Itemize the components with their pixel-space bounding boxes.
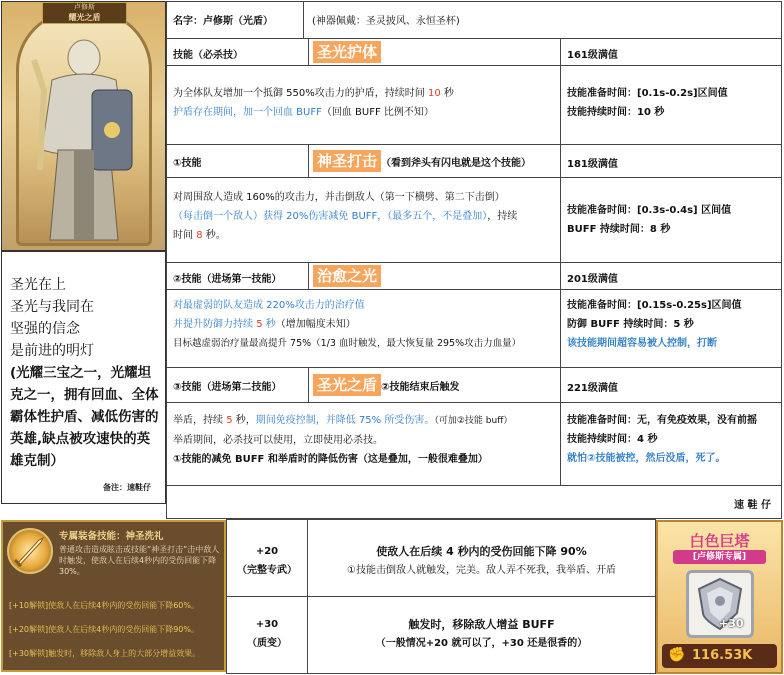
skill2-label: ①技能 — [173, 158, 202, 169]
skill2-note: （看到斧头有闪电就是这个技能） — [381, 158, 532, 169]
equip-row2-level-value: +30 — [255, 619, 279, 630]
skill3-level: 201级满值 — [567, 274, 618, 285]
artifact-text: (神器佩戴：圣灵披风、永恒圣杯) — [312, 16, 460, 27]
skill1-level: 161级满值 — [567, 50, 618, 61]
sword-icon — [9, 530, 51, 572]
equip-row2-main: 触发时，移除敌人增益 BUFF — [408, 618, 555, 631]
skill4-stats-cell — [560, 402, 782, 486]
skill1-stats-cell — [560, 65, 782, 145]
skill3-tag-cell — [308, 262, 561, 290]
skill2-tag: 神圣打击 — [313, 150, 381, 172]
hero-portrait — [1, 1, 166, 251]
skill2-line2-tail: ，持续 — [487, 211, 518, 222]
name-plate — [42, 2, 127, 24]
skill4-line1-effect: 期间免疫控制，并降低 75% 所受伤害。 — [255, 415, 435, 426]
skill3-line3: 目标越虚弱治疗量最高提升 75%（1/3 血时触发，最大恢复量 295%攻击力血量） — [173, 338, 522, 349]
skill4-line3: ①技能的减免 BUFF 和举盾时的降低伤害（这是叠加，一般很难叠加） — [173, 454, 488, 465]
equip-icon — [7, 528, 53, 574]
skill4-unit: 秒， — [235, 415, 256, 426]
equip-row1-level-sub: （完整专武） — [237, 565, 297, 576]
equip-row2-level-sub: （质变） — [247, 638, 287, 649]
skill3-stat2: 防御 BUFF 持续时间：5 秒 — [567, 319, 694, 330]
skill1-label-cell — [166, 38, 309, 66]
portrait-name-small: 卢修斯 — [74, 3, 95, 11]
skill4-line1: 举盾，持续 — [173, 415, 223, 426]
skill2-unit: 秒。 — [205, 230, 226, 241]
skill4-level-cell — [560, 367, 782, 403]
skill1-tag: 圣光护体 — [313, 41, 381, 63]
skill1-line2-note: （回血 BUFF 比例不知） — [321, 107, 434, 118]
skill3-duration: 5 — [256, 319, 263, 330]
quote-line-3: 坚强的信念 — [10, 321, 80, 337]
equip-row1-note: ①技能击倒敌人就触发，完美。敌人弄不死我，我举盾、开盾 — [347, 565, 616, 576]
skill1-stat1: 技能准备时间：[0.1s-0.2s]区间值 — [567, 88, 728, 99]
skill1-stat2: 技能持续时间：10 秒 — [567, 107, 665, 118]
skill4-stat1: 技能准备时间：无，有免疫效果，没有前摇 — [567, 415, 757, 426]
skill4-label-cell — [166, 367, 309, 403]
skill1-unit: 秒 — [443, 88, 454, 99]
skill3-stats-cell — [560, 289, 782, 368]
skill4-duration: 5 — [226, 415, 233, 426]
hero-name: 名字：卢修斯（光盾） — [173, 16, 273, 27]
skill2-line2: （每击倒一个敌人）获得 20%伤害减免 BUFF，（最多五个，不是叠加） — [173, 211, 488, 222]
signature: 速 鞋 仔 — [734, 500, 771, 511]
skill2-desc-cell — [166, 177, 561, 263]
equip-desc: 普通攻击造成眩击或技能“神圣打击”击中敌人时触发，使敌人在后续4秒内的受伤回能下降30%。 — [59, 545, 220, 576]
item-card — [656, 520, 783, 674]
skill4-tag-cell — [308, 367, 561, 403]
item-frame — [686, 570, 754, 638]
header-artifact-cell — [303, 1, 782, 39]
skill3-desc-cell — [166, 289, 561, 368]
skill2-line1: 对周围敌人造成 160%的攻击力，并击倒敌人（第一下横劈、第二下击倒） — [173, 192, 505, 203]
skill3-label: ②技能（进场第一技能） — [173, 274, 282, 285]
skill2-tag-cell — [308, 144, 561, 178]
skill2-level-cell — [560, 144, 782, 178]
equip-unlock-1: [+10解锁]使敌人在后续4秒内的受伤回能下降60%。 — [9, 601, 199, 610]
equip-row2-note: （一般情况+20 就可以了，+30 还是很香的） — [375, 638, 588, 649]
signature-cell — [166, 485, 782, 519]
fist-icon: ✊ — [668, 647, 686, 663]
item-title: 白色巨塔 — [689, 532, 750, 550]
equip-row1-level — [226, 519, 308, 597]
skill4-label: ③技能（进场第二技能） — [173, 382, 282, 393]
item-badge: +30 — [719, 617, 744, 630]
skill3-stat1: 技能准备时间：[0.15s-0.25s]区间值 — [567, 300, 742, 311]
equip-title: 专属装备技能：神圣洗礼 — [59, 531, 164, 542]
equip-unlock-3: [+30解锁]触发时，移除敌人身上的大部分增益效果。 — [9, 649, 201, 658]
skill1-tag-cell — [308, 38, 561, 66]
skill1-line2: 护盾存在期间，加一个回血 BUFF — [173, 107, 322, 118]
equip-unlock-2: [+20解锁]使敌人在后续4秒内的受伤回能下降90%。 — [9, 625, 199, 634]
quote-line-4: 是前进的明灯 — [10, 343, 94, 359]
item-power-bar — [662, 644, 777, 668]
skill4-tag: 圣光之盾 — [313, 374, 381, 396]
skill3-label-cell — [166, 262, 309, 290]
equip-row2-level — [226, 596, 308, 674]
skill2-level: 181级满值 — [567, 159, 618, 170]
quote-line-1: 圣光在上 — [10, 277, 66, 293]
skill3-line1: 对最虚弱的队友造成 220%攻击力的治疗值 — [173, 300, 365, 311]
skill4-desc-cell — [166, 402, 561, 486]
item-power: 116.53K — [692, 648, 753, 663]
item-subtitle: [卢修斯专属] — [673, 550, 766, 564]
skill3-line2-note: （增加幅度未知） — [275, 319, 356, 330]
equip-row1-level-value: +20 — [255, 546, 279, 557]
skill4-stat2: 技能持续时间：4 秒 — [567, 434, 658, 445]
skill2-stat2: BUFF 持续时间：8 秒 — [567, 224, 671, 235]
equip-row2-effect — [307, 596, 656, 674]
portrait-text-box — [1, 251, 166, 504]
skill2-label-cell — [166, 144, 309, 178]
skill4-stat3: 就怕②技能被控，然后没盾，死了。 — [567, 453, 726, 464]
skill3-unit: 秒 — [265, 319, 276, 330]
skill4-line1-note: （可加②技能 buff） — [434, 416, 513, 426]
knight-figure — [22, 30, 147, 245]
skill3-stat3: 该技能期间超容易被人控制，打断 — [567, 338, 717, 349]
portrait-note: 备注：速鞋仔 — [103, 483, 151, 492]
equip-row1-main: 使敌人在后续 4 秒内的受伤回能下降 90% — [376, 545, 587, 558]
skill1-line1: 为全体队友增加一个抵御 550%攻击力的护盾，持续时间 — [173, 88, 425, 99]
skill1-desc-cell — [166, 65, 561, 145]
skill4-level: 221级满值 — [567, 383, 618, 394]
skill4-line2: 举盾期间，必杀技可以使用，立即使用必杀技。 — [173, 435, 383, 446]
skill1-label: 技能（必杀技） — [173, 50, 243, 61]
skill2-line3: 时间 — [173, 230, 193, 241]
skill2-duration: 8 — [196, 230, 203, 241]
equip-row1-effect — [307, 519, 656, 597]
skill1-duration: 10 — [427, 88, 441, 99]
header-name-cell — [166, 1, 304, 39]
skill2-stat1: 技能准备时间：[0.3s-0.4s] 区间值 — [567, 205, 732, 216]
skill2-stats-cell — [560, 177, 782, 263]
skill3-tag: 治愈之光 — [313, 265, 381, 287]
portrait-name-title: 耀光之盾 — [68, 13, 101, 22]
skill4-after: ②技能结束后触发 — [381, 382, 460, 393]
hero-description: (光耀三宝之一，光耀坦克之一，拥有回血、全体霸体性护盾、减低伤害的英雄,缺点被攻速快的英雄克制） — [10, 365, 159, 469]
quote-line-2: 圣光与我同在 — [10, 299, 94, 315]
skill1-level-cell — [560, 38, 782, 66]
skill3-line2: 并提升防御力持续 — [173, 319, 253, 330]
skill3-level-cell — [560, 262, 782, 290]
equip-skill-panel — [1, 520, 226, 672]
